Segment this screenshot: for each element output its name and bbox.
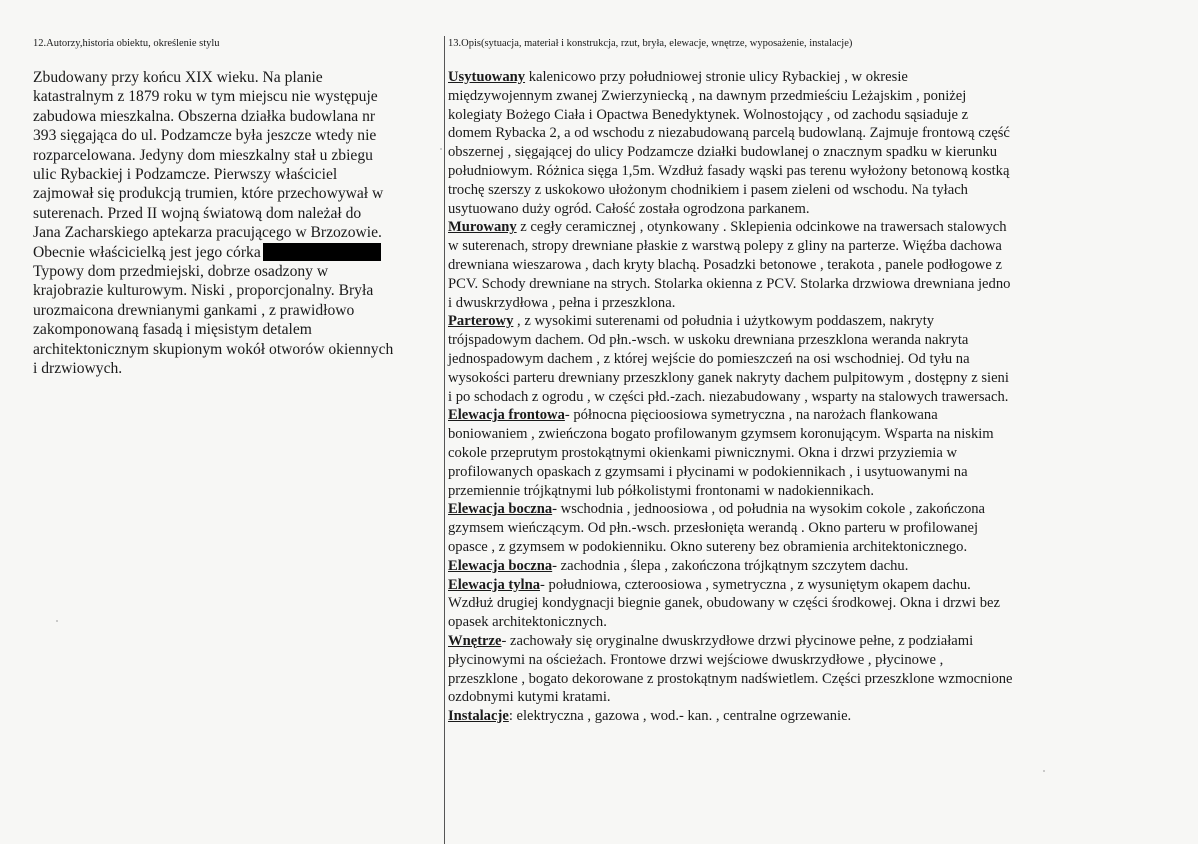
text-line [448, 87, 1172, 106]
scan-speck [1043, 770, 1045, 772]
text-line [448, 181, 1172, 200]
text-line-content: południowym. Różnica sięga 1,5m. Wzdłuż fasady wąski pas terenu wyłożony betonową kostką [448, 162, 1010, 179]
text-line-content: zabudowa mieszkalna. Obszerna działka budowlana nr [33, 107, 376, 125]
text-line [448, 331, 1172, 350]
section-label: Parterowy [448, 313, 514, 330]
text-line [448, 162, 1172, 181]
text-line-content: drewniana wieszarowa , dach kryty blachą. Posadzki betonowe , terakota , panele podłogowe z [448, 256, 1002, 273]
text-line [448, 143, 1172, 162]
text-line [448, 688, 1172, 707]
section-label: Elewacja tylna [448, 576, 541, 593]
text-line [33, 126, 428, 145]
text-line [448, 707, 1172, 726]
text-line [33, 184, 428, 203]
text-line [448, 463, 1172, 482]
text-line [448, 275, 1172, 294]
text-line-content: boniowaniem , zwieńczona bogato profilowanym gzymsem koronującym. Wsparta na niskim [448, 426, 994, 443]
text-line-content: usytuowano duży ogród. Całość została ogrodzona parkanem. [448, 200, 810, 217]
text-line [448, 670, 1172, 689]
text-line [448, 519, 1172, 538]
text-line-content: domem Rybacka 2, a od wschodu z niezabudowaną parcelą budowlaną. Zajmuje frontową część [448, 125, 1010, 142]
text-line-content: i drzwiowych. [33, 360, 123, 378]
right-column [448, 36, 1172, 726]
text-line [448, 576, 1172, 595]
text-line-content: ulic Rybackiej i Podzamcze. Pierwszy właściciel [33, 166, 338, 184]
text-line [448, 613, 1172, 632]
text-line [33, 146, 428, 165]
text-line [448, 256, 1172, 275]
text-line [448, 312, 1172, 331]
text-line-content: katastralnym z 1879 roku w tym miejscu nie występuje [33, 88, 378, 106]
text-line [33, 68, 428, 87]
text-line-content: - północna pięcioosiowa symetryczna , na narożach flankowana [564, 407, 938, 424]
scan-speck [56, 620, 58, 622]
text-line-content: i po schodach z ogrodu , w części płd.-zach. niezabudowany , wsparty na stalowych trawersach. [448, 388, 1009, 405]
text-line [448, 294, 1172, 313]
section-label: Murowany [448, 219, 517, 236]
text-line [33, 243, 428, 262]
text-line-content: Wzdłuż drugiej kondygnacji biegnie ganek, obudowany w części środkowej. Okna i drzwi bez [448, 595, 1000, 612]
text-line-content: suterenach. Przed II wojną światową dom należał do [33, 204, 362, 222]
text-line-content: - zachowały się oryginalne dwuskrzydłowe drzwi płycinowe pełne, z podziałami [501, 632, 974, 649]
text-line-content: jednospadowym dachem , z której wejście do pomieszczeń na osi wschodniej. Od tyłu na [448, 350, 970, 367]
section-label: Elewacja boczna [448, 501, 553, 518]
text-line-content: Zbudowany przy końcu XIX wieku. Na planie [33, 69, 323, 86]
text-line [448, 632, 1172, 651]
text-line-content: obszernej , sięgającej do ulicy Podzamcze działki budowlanej o znacznym spadku w kierunku [448, 144, 998, 161]
text-line [448, 68, 1172, 87]
column-divider [444, 36, 445, 844]
text-line [33, 340, 428, 359]
text-line-content: przeszklone , bogato dekorowane z prostokątnym nadświetlem. Części przeszklone wzmocnione [448, 670, 1013, 687]
text-line-content: - wschodnia , jednoosiowa , od południa na wysokim cokole , zakończona [552, 501, 986, 518]
text-line-content: 393 sięgająca do ul. Podzamcze była jeszcze wtedy nie [33, 127, 377, 145]
text-line [448, 200, 1172, 219]
text-line-content: rozparcelowana. Jedyny dom mieszkalny stał u zbiegu [33, 146, 373, 164]
text-line-content: gzymsem wieńczącym. Od płn.-wsch. przesłonięta werandą . Okno parteru w profilowanej [448, 520, 979, 537]
text-line-content: międzywojennym zwanej Zwierzyniecką , na dawnym przedmieściu Leżajskim , poniżej [448, 87, 967, 104]
text-line-content: kolegiaty Bożego Ciała i Opactwa Benedyktynek. Wolnostojący , od zachodu sąsiaduje z [448, 106, 969, 123]
section-label: Usytuowany [448, 69, 526, 85]
text-line-content: , z wysokimi suterenami od południa i użytkowym poddaszem, nakryty [513, 313, 935, 330]
text-line [33, 281, 428, 300]
section-label: Elewacja boczna [448, 557, 553, 574]
text-line-content: zakomponowaną fasadą i mięsistym detalem [33, 321, 312, 339]
text-line-content: cokole przeprutym prostokątnymi okienkami piwnicznymi. Okna i drzwi przyziemia w [448, 444, 958, 461]
text-line-content: ozdobnymi kutymi kratami. [448, 689, 611, 706]
left-column [33, 36, 428, 379]
description-text [448, 68, 1172, 726]
text-line [33, 359, 428, 378]
text-line-content: z cegły ceramicznej , otynkowany . Sklepienia odcinkowe na trawersach stalowych [516, 219, 1007, 236]
section-label: Elewacja frontowa [448, 407, 565, 424]
text-line-content: i dwuskrzydłowa , pełna i przeszklona. [448, 294, 676, 311]
text-line-content: trójspadowym dachem. Od płn.-wsch. w uskoku drewniana przeszklona weranda nakryta [448, 332, 969, 349]
redaction-box [263, 243, 381, 261]
text-line [33, 204, 428, 223]
text-line [33, 165, 428, 184]
text-line [448, 218, 1172, 237]
text-line-content: wysokości parteru drewniany przeszklony ganek nakryty dachem pulpitowym , dostępny z sieni [448, 369, 1009, 386]
text-line [448, 124, 1172, 143]
section-label: Instalacje [448, 708, 509, 725]
text-line [448, 594, 1172, 613]
text-line-content: zajmował się produkcją trumien, które przechowywał w [33, 185, 384, 203]
text-line [448, 350, 1172, 369]
history-text [33, 68, 428, 379]
text-line-content: krajobrazie kulturowym. Niski , proporcjonalny. Bryła [33, 282, 374, 300]
section-12-heading: 12.Autorzy,historia obiektu, określenie stylu [33, 38, 220, 49]
text-line [33, 320, 428, 339]
text-line-content: : elektryczna , gazowa , wod.- kan. , centralne ogrzewanie. [508, 708, 852, 725]
text-line [33, 87, 428, 106]
section-13-heading: 13.Opis(sytuacja, materiał i konstrukcja, rzut, bryła, elewacje, wnętrze, wyposażenie, instalacje) [448, 38, 853, 49]
text-line [33, 107, 428, 126]
text-line [448, 388, 1172, 407]
text-line-content: Obecnie właścicielką jest jego córka [33, 243, 261, 261]
text-line-content: PCV. Schody drewniane na strych. Stolarka okienna z PCV. Stolarka drzwiowa drewniana jedno [448, 275, 1011, 292]
text-line [448, 538, 1172, 557]
text-line [448, 444, 1172, 463]
text-line [448, 425, 1172, 444]
text-line-content: - południowa, czteroosiowa , symetryczna , z wysuniętym okapem dachu. [540, 576, 971, 593]
text-line-content: w suterenach, stropy drewniane płaskie z warstwą polepy z gliny na parterze. Więźba dachowa [448, 238, 1002, 255]
section-label: Wnętrze [448, 632, 502, 649]
text-line-content: - zachodnia , ślepa , zakończona trójkątnym szczytem dachu. [552, 557, 909, 574]
text-line [448, 369, 1172, 388]
text-line-content: architektonicznym skupionym wokół otworów okiennych [33, 340, 394, 358]
scan-speck [440, 148, 442, 150]
text-line [448, 406, 1172, 425]
text-line-content: kalenicowo przy południowej stronie ulicy Rybackiej , w okresie [525, 69, 908, 85]
text-line [33, 223, 428, 242]
text-line-content: profilowanych opaskach z gzymsami i płycinami w podokiennikach , i usytuowanymi na [448, 463, 968, 480]
text-line-content: Typowy dom przedmiejski, dobrze osadzony w [33, 263, 329, 281]
text-line [448, 106, 1172, 125]
text-line [33, 301, 428, 320]
text-line [33, 262, 428, 281]
text-line [448, 557, 1172, 576]
text-line-content: trochę szerszy z uskokowo ułożonym chodnikiem i pasem zieleni od wschodu. Na tyłach [448, 181, 968, 198]
text-line [448, 482, 1172, 501]
text-line-content: opasce , z gzymsem w podokienniku. Okno sutereny bez obramienia architektonicznego. [448, 538, 968, 555]
text-line-content: przemiennie trójkątnymi lub półkolistymi frontonami w nadokiennikach. [448, 482, 874, 499]
text-line [448, 237, 1172, 256]
text-line-content: Jana Zacharskiego aptekarza pracującego w Brzozowie. [33, 224, 382, 242]
text-line-content: urozmaicona drewnianymi gankami , z prawidłowo [33, 301, 355, 319]
text-line-content: płycinowymi na ościeżach. Frontowe drzwi wejściowe dwuskrzydłowe , płycinowe , [448, 651, 944, 668]
text-line [448, 500, 1172, 519]
text-line [448, 651, 1172, 670]
text-line-content: opasek architektonicznych. [448, 614, 607, 631]
